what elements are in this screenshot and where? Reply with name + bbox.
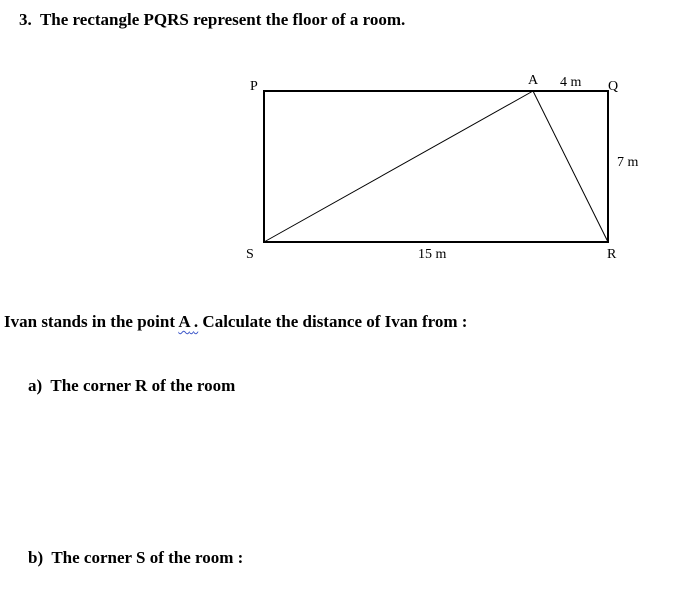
segment-sa <box>264 91 533 242</box>
sub-question-b <box>28 548 243 568</box>
sub-question-label: b) <box>28 548 44 567</box>
sub-question-label: a) <box>28 376 43 395</box>
vertex-label-s: S <box>246 247 254 262</box>
point-label-a: A <box>528 73 539 88</box>
measure-sr: 15 m <box>418 247 447 262</box>
instruction-after-point: . <box>193 312 199 331</box>
instruction-point: A <box>178 312 190 331</box>
sub-question-text: The corner S of the room : <box>51 548 244 567</box>
instruction-before: Ivan stands in the point <box>4 312 179 331</box>
sub-question-a <box>28 376 235 396</box>
vertex-label-r: R <box>607 247 617 262</box>
instruction-text <box>4 312 467 332</box>
vertex-label-p: P <box>250 79 258 94</box>
vertex-label-q: Q <box>608 79 619 94</box>
question-number: 3. <box>19 10 32 29</box>
instruction-rest: Calculate the distance of Ivan from : <box>198 312 468 331</box>
rectangle-pqrs <box>264 91 608 242</box>
sub-question-text: The corner R of the room <box>50 376 236 395</box>
segment-ar <box>533 91 608 242</box>
spellcheck-point-a <box>178 312 198 331</box>
measure-qr: 7 m <box>617 155 639 170</box>
question-text: The rectangle PQRS represent the floor of a room. <box>39 10 406 29</box>
measure-aq: 4 m <box>560 75 582 90</box>
